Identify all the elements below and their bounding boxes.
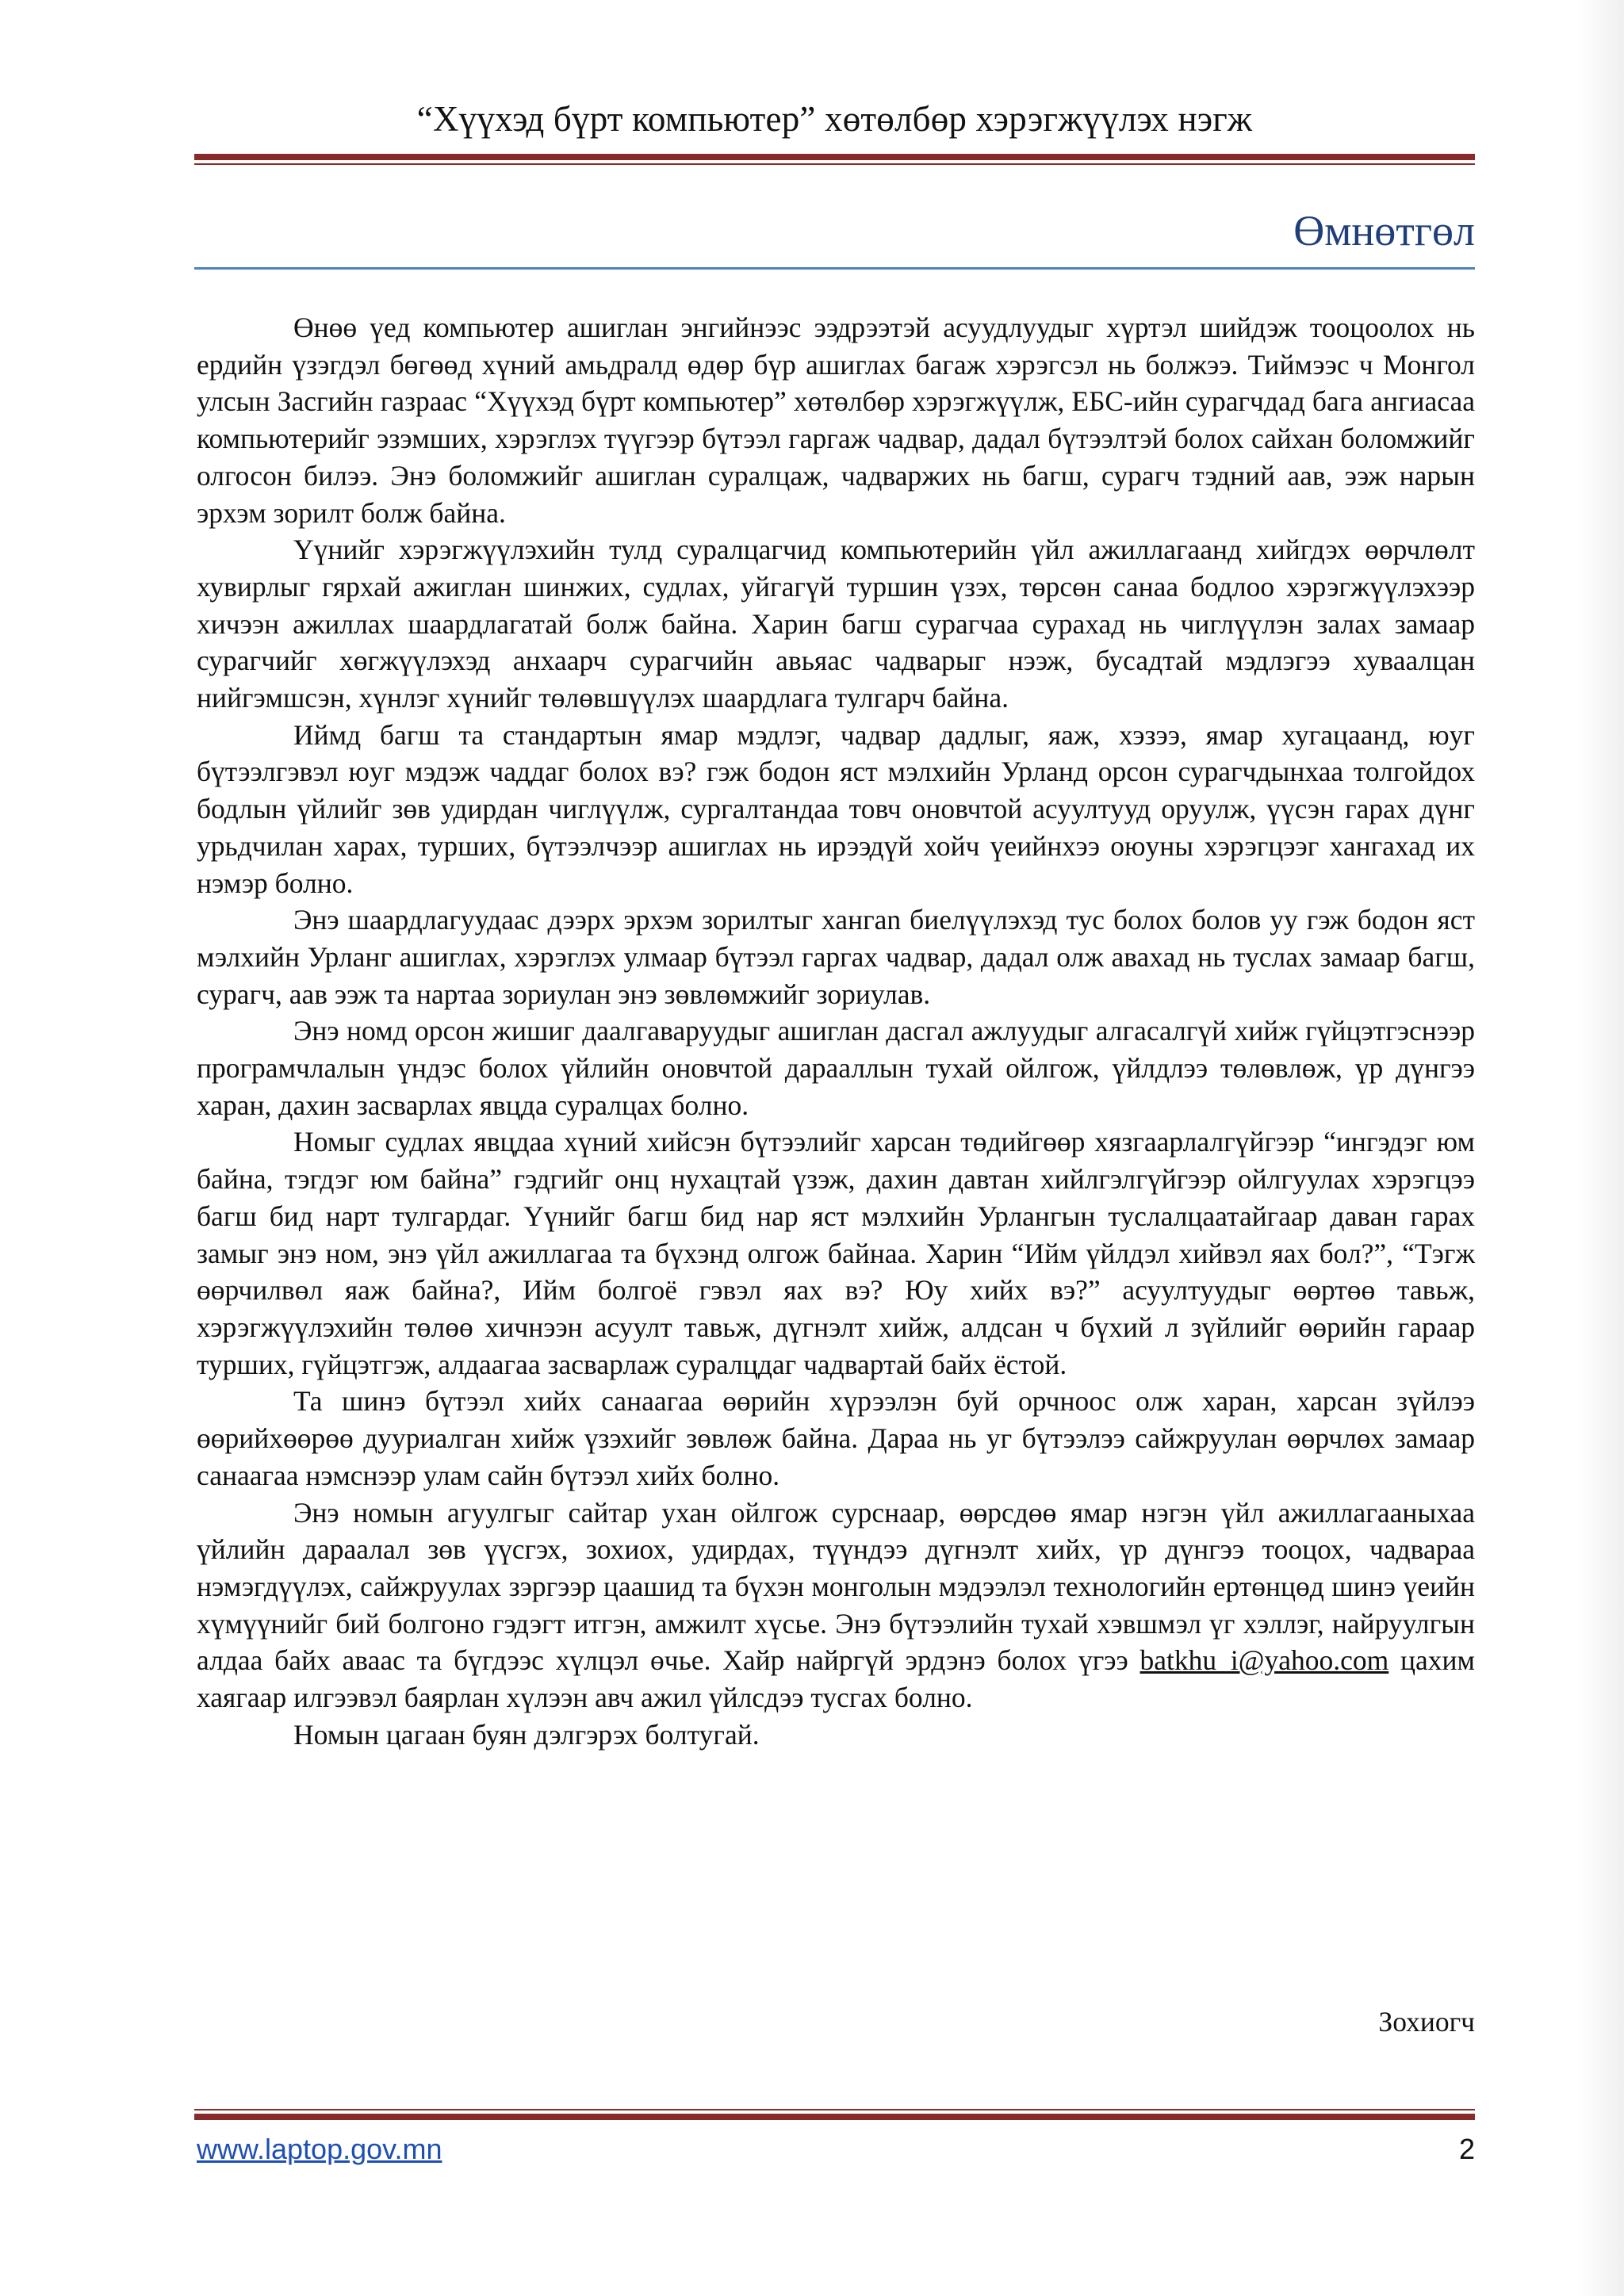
paragraph: Энэ номд орсон жишиг даалгаваруудыг ашиглан дасгал ажлуудыг алгасалгүй хийж гүйцэтгэснээр програмчлалын үндэс болох үйлийн оновчтой дарааллын тухай ойлгож, үйлдлээ төлөвлөж, үр дүнгээ харан, дахин засварлах явцда суралцах болно.: [197, 1015, 1475, 1121]
paragraph-text: цахим хаягаар илгээвэл баярлан хүлээн авч ажил үйлсдээ тусгах болно.: [197, 1644, 1475, 1714]
page-number: 2: [1458, 2133, 1475, 2165]
paragraph: Үүнийг хэрэгжүүлэхийн тулд суралцагчид компьютерийн үйл ажиллагаанд хийгдэх өөрчлөлт хувирлыг гярхай ажиглан шинжих, судлах, уйгагүй туршин үзэх, төрсөн санаа бодлоо хэрэгжүүлэхээр хичээн ажиллах шаардлагатай болж байна. Харин багш сурагчаа сурахад нь чиглүүлэн залах замаар сурагчийг хөгжүүлэхэд анхаарч сурагчийн авьяас чадварыг нээж, бусадтай мэдлэгээ хуваалцан нийгэмшсэн, хүнлэг хүнийг төлөвшүүлэх шаардлага тулгарч байна.: [197, 534, 1475, 714]
section-heading: Өмнөтгөл: [1293, 207, 1475, 254]
footer-url-link[interactable]: www.laptop.gov.mn: [197, 2133, 442, 2165]
paragraph: Иймд багш та стандартын ямар мэдлэг, чадвар дадлыг, яаж, хэзээ, ямар хугацаанд, юуг бүтээлгэвэл юуг мэдэж чаддаг болох вэ? гэж бодон яст мэлхийн Урланд орсон сурагчдынхаа толгойдох бодлын үйлийг зөв удирдан чиглүүлж, сургалтандаа товч оновчтой асуултууд оруулж, үүсэн гарах дүнг урьдчилан харах, турших, бүтээлчээр ашиглах нь ирээдүй хойч үеийнхээ оюуны хэрэгцээг хангахад их нэмэр болно.: [197, 718, 1475, 899]
running-header: [194, 95, 1475, 165]
footer-rules: [194, 2109, 1475, 2120]
paragraph: Та шинэ бүтээл хийх санаагаа өөрийн хүрээлэн буй орчноос олж харан, харсан зүйлээ өөрийхөөрөө дууриалган хийж үзэхийг зөвлөж байна. Дараа нь уг бүтээлээ сайжруулан өөрчлөх замаар санаагаа нэмснээр улам сайн бүтээл хийх болно.: [197, 1385, 1475, 1491]
header-rule-thin: [194, 163, 1475, 165]
paragraph: Номыг судлах явцдаа хүний хийсэн бүтээлийг харсан төдийгөөр хязгаарлалгүйгээр “ингэдэг юм байна, тэгдэг юм байна” гэдгийг онц нухацтай үзэж, дахин давтан хийлгэлгүйгээр ойлгуулах хэрэгцээ багш бид нарт тулгардаг. Үүнийг багш бид нар яст мэлхийн Урлангын туслалцаатайгаар даван гарах замыг энэ ном, энэ үйл ажиллагаа та бүхэнд олгож байнаа. Харин “Ийм үйлдэл хийвэл яах бол?”, “Тэгж өөрчилвөл яаж байна?, Ийм болгоё гэвэл яах вэ? Юу хийх вэ?” асуултуудыг өөртөө тавьж, хэрэгжүүлэхийн төлөө хичнээн асуулт тавьж, дүгнэлт хийж, алдсан ч бүхий л зүйлийг өөрийн гараар турших, гүйцэтгэж, алдаагаа засварлаж суралцдаг чадвартай байх ёстой.: [197, 1126, 1475, 1380]
heading-underline: [194, 267, 1475, 270]
header-title: “Хүүхэд бүрт компьютер” хөтөлбөр хэрэгжүүлэх нэгж: [416, 99, 1253, 139]
document-body: [197, 309, 1475, 1753]
footer-rule-thick: [194, 2114, 1475, 2120]
email-link[interactable]: batkhu_i@yahoo.com: [1139, 1644, 1389, 1677]
page-edge-shadow: [1576, 0, 1624, 2296]
footer-rule-thin: [194, 2109, 1475, 2110]
paragraph-text: Энэ номын агуулгыг сайтар ухан ойлгож сурснаар, өөрсдөө ямар нэгэн үйл ажиллагааныхаа үйлийн дараалал зөв үүсгэх, зохиох, удирдах, түүндээ дүгнэлт хийх, үр дүнгээ тооцох, чадвараа нэмэгдүүлэх, сайжруулах зэргээр цаашид та бүхэн монголын мэдээлэл технологийн ертөнцөд шинэ үеийн хүмүүнийг бий болгоно гэдэгт итгэн, амжилт хүсье. Энэ бүтээлийн тухай хэвшмэл үг хэллэг, найруулгын алдаа байх аваас та бүгдээс хүлцэл өчье. Хайр найргүй эрдэнэ болох үгээ: [197, 1496, 1475, 1677]
paragraph: Өнөө үед компьютер ашиглан энгийнээс ээдрээтэй асуудлуудыг хүртэл шийдэж тооцоолох нь ердийн үзэгдэл бөгөөд хүний амьдралд өдөр бүр ашиглах багаж хэрэгсэл нь болжээ. Тиймээс ч Монгол улсын Засгийн газраас “Хүүхэд бүрт компьютер” хөтөлбөр хэрэгжүүлж, ЕБС-ийн сурагчдад бага ангиасаа компьютерийг эзэмших, хэрэглэх түүгээр бүтээл гаргаж чадвар, дадал бүтээлтэй болох сайхан боломжийг олгосон билээ. Энэ боломжийг ашиглан суралцаж, чадваржих нь багш, сурагч тэдний аав, ээж нарын эрхэм зорилт болж байна.: [197, 312, 1475, 529]
paragraph-with-email: [197, 1494, 1475, 1716]
paragraph: Энэ шаардлагуудаас дээрх эрхэм зорилтыг хангаn биелүүлэхэд тус болох болов уу гэж бодон яст мэлхийн Урланг ашиглах, хэрэглэх улмаар бүтээл гаргах чадвар, дадал олж авахад нь туслах замаар багш, сурагч, аав ээж та нартаа зориулан энэ зөвлөмжийг зориулав.: [197, 904, 1475, 1010]
signature: Зохиогч: [1378, 2006, 1475, 2038]
closing-line: Номын цагаан буян дэлгэрэх болтугай.: [293, 1718, 760, 1751]
header-rule-thick: [194, 154, 1475, 160]
